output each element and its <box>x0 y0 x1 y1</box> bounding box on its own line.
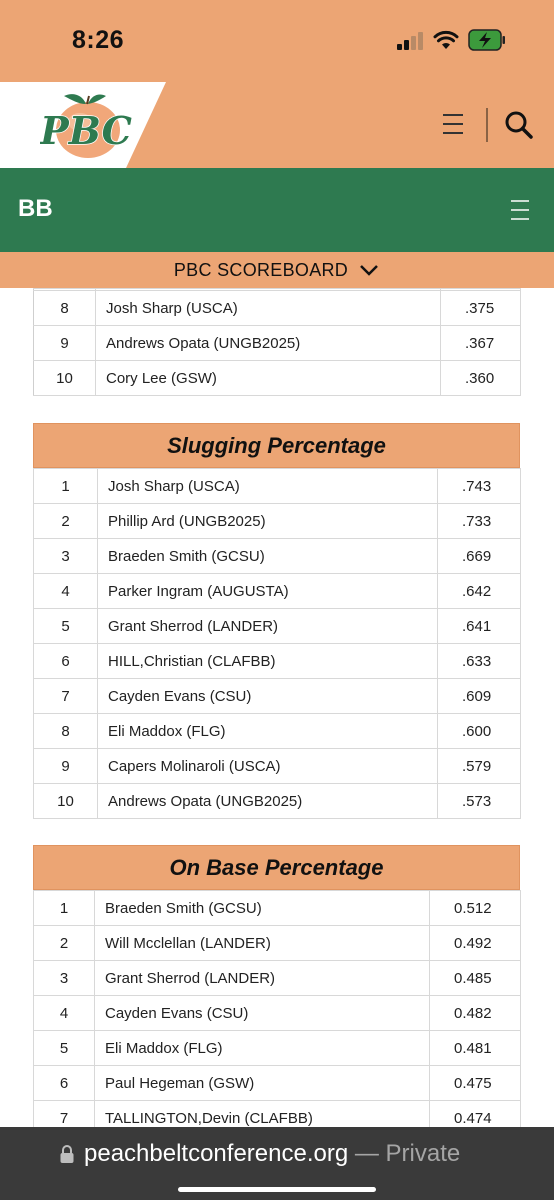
cellular-signal-icon <box>397 32 423 50</box>
value-cell: .579 <box>438 749 521 784</box>
stats-table <box>33 288 521 396</box>
table-row <box>34 1031 521 1066</box>
stats-table <box>33 890 521 1136</box>
site-header <box>0 82 554 168</box>
table-row <box>34 714 521 749</box>
player-cell: Eli Maddox (FLG) <box>98 714 438 749</box>
batting-average-table-continued <box>33 288 520 396</box>
rank-cell: 10 <box>34 361 96 396</box>
logo-container[interactable] <box>0 82 166 168</box>
table-row <box>34 926 521 961</box>
rank-cell: 7 <box>34 679 98 714</box>
table-row <box>34 361 521 396</box>
rank-cell: 10 <box>34 784 98 819</box>
player-cell: Capers Molinaroli (USCA) <box>98 749 438 784</box>
hamburger-menu-icon[interactable] <box>440 111 466 137</box>
sport-title: BB <box>18 195 53 222</box>
player-cell: Grant Sherrod (LANDER) <box>95 961 430 996</box>
player-cell: Parker Ingram (AUGUSTA) <box>98 574 438 609</box>
player-cell: Eli Maddox (FLG) <box>95 1031 430 1066</box>
rank-cell: 2 <box>34 504 98 539</box>
value-cell: .669 <box>438 539 521 574</box>
section-title: Slugging Percentage <box>33 423 520 468</box>
sport-menu-icon[interactable] <box>509 198 531 222</box>
player-cell: Cayden Evans (CSU) <box>98 679 438 714</box>
scoreboard-dropdown[interactable] <box>0 252 554 288</box>
rank-cell: 4 <box>34 574 98 609</box>
rank-cell: 8 <box>34 714 98 749</box>
player-cell: Paul Hegeman (GSW) <box>95 1066 430 1101</box>
scoreboard-label: PBC SCOREBOARD <box>173 259 349 280</box>
value-cell: 0.512 <box>430 891 521 926</box>
lock-icon <box>59 1144 75 1164</box>
battery-charging-icon <box>468 29 506 51</box>
player-cell: Andrews Opata (UNGB2025) <box>98 784 438 819</box>
status-bar <box>0 0 554 82</box>
table-row <box>34 749 521 784</box>
table-row <box>34 679 521 714</box>
logo-wordmark <box>40 108 132 152</box>
sport-nav-bar <box>0 168 554 252</box>
player-cell: Phillip Ard (UNGB2025) <box>98 504 438 539</box>
player-cell: Cory Lee (GSW) <box>96 361 441 396</box>
header-divider <box>486 108 488 142</box>
table-row <box>34 291 521 326</box>
on-base-percentage-section <box>33 845 520 1136</box>
value-cell: .641 <box>438 609 521 644</box>
value-cell: .573 <box>438 784 521 819</box>
value-cell: 0.474 <box>430 1101 521 1136</box>
table-row <box>34 1066 521 1101</box>
value-cell: .733 <box>438 504 521 539</box>
rank-cell: 6 <box>34 1066 95 1101</box>
table-row <box>34 539 521 574</box>
private-label: — Private <box>348 1140 461 1167</box>
value-cell: .375 <box>441 291 521 326</box>
rank-cell: 7 <box>34 1101 95 1136</box>
value-cell: .743 <box>438 469 521 504</box>
rank-cell: 1 <box>34 469 98 504</box>
table-row <box>34 644 521 679</box>
logo-text: PBC <box>40 108 132 152</box>
section-title: On Base Percentage <box>33 845 520 890</box>
table-row <box>34 996 521 1031</box>
rank-cell: 8 <box>34 291 96 326</box>
player-cell: Grant Sherrod (LANDER) <box>98 609 438 644</box>
value-cell: 0.485 <box>430 961 521 996</box>
player-cell: Josh Sharp (USCA) <box>96 291 441 326</box>
rank-cell: 9 <box>34 326 96 361</box>
table-row <box>34 609 521 644</box>
player-cell: Andrews Opata (UNGB2025) <box>96 326 441 361</box>
rank-cell: 5 <box>34 1031 95 1066</box>
table-row <box>34 574 521 609</box>
table-row <box>34 961 521 996</box>
player-cell: Cayden Evans (CSU) <box>95 996 430 1031</box>
rank-cell: 2 <box>34 926 95 961</box>
player-cell: Braeden Smith (GCSU) <box>95 891 430 926</box>
rank-cell: 1 <box>34 891 95 926</box>
value-cell: .360 <box>441 361 521 396</box>
table-row <box>34 504 521 539</box>
url-domain: peachbeltconference.org <box>84 1140 349 1167</box>
player-cell: Will Mcclellan (LANDER) <box>95 926 430 961</box>
player-cell: Braeden Smith (GCSU) <box>98 539 438 574</box>
value-cell: .642 <box>438 574 521 609</box>
search-icon[interactable] <box>504 110 534 140</box>
home-indicator <box>178 1187 376 1192</box>
value-cell: 0.475 <box>430 1066 521 1101</box>
value-cell: .609 <box>438 679 521 714</box>
stats-table <box>33 468 521 819</box>
value-cell: 0.492 <box>430 926 521 961</box>
browser-url-bar[interactable] <box>0 1127 554 1200</box>
value-cell: 0.481 <box>430 1031 521 1066</box>
rank-cell: 6 <box>34 644 98 679</box>
value-cell: .367 <box>441 326 521 361</box>
wifi-icon <box>433 30 459 50</box>
table-row <box>34 326 521 361</box>
rank-cell: 9 <box>34 749 98 784</box>
slugging-percentage-section <box>33 423 520 819</box>
table-row <box>34 784 521 819</box>
value-cell: .633 <box>438 644 521 679</box>
value-cell: .600 <box>438 714 521 749</box>
url-text <box>84 1140 460 1168</box>
rank-cell: 5 <box>34 609 98 644</box>
rank-cell: 4 <box>34 996 95 1031</box>
player-cell: Josh Sharp (USCA) <box>98 469 438 504</box>
chevron-down-icon <box>358 263 380 277</box>
value-cell: 0.482 <box>430 996 521 1031</box>
rank-cell: 3 <box>34 539 98 574</box>
player-cell: HILL,Christian (CLAFBB) <box>98 644 438 679</box>
rank-cell: 3 <box>34 961 95 996</box>
table-row <box>34 469 521 504</box>
status-time: 8:26 <box>72 26 125 54</box>
player-cell: TALLINGTON,Devin (CLAFBB) <box>95 1101 430 1136</box>
table-row <box>34 891 521 926</box>
